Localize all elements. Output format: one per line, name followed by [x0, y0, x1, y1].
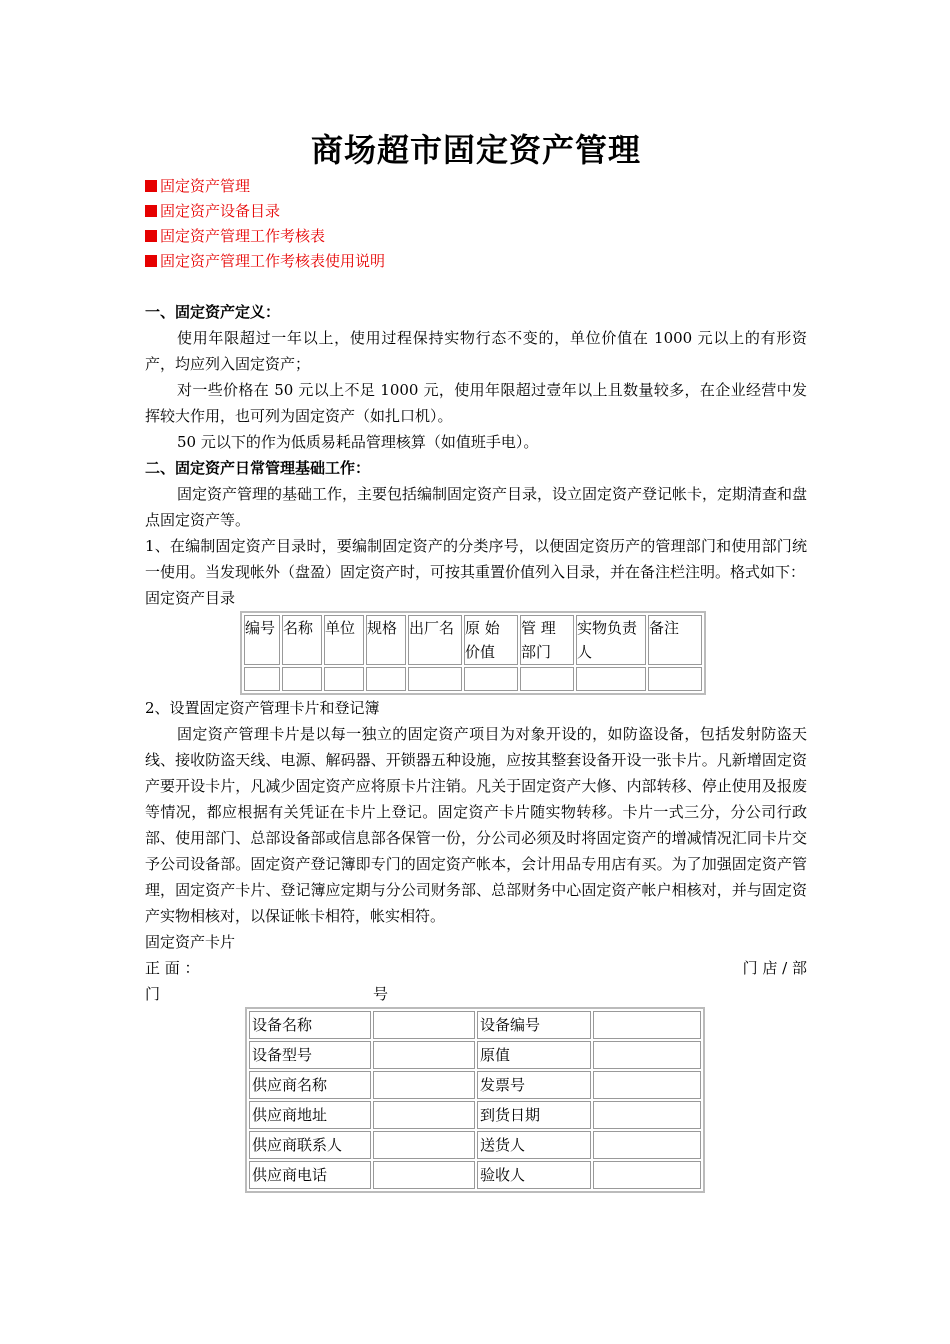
store-label: 门 店 / 部	[742, 959, 807, 977]
card-dept-line	[145, 981, 807, 1007]
table-cell	[366, 667, 406, 691]
dept-label: 门	[145, 985, 161, 1003]
table-cell: 发票号	[477, 1071, 591, 1099]
table-header-cell: 备注	[648, 615, 702, 665]
table-cell	[593, 1011, 701, 1039]
table-cell: 到货日期	[477, 1101, 591, 1129]
square-bullet-icon	[145, 230, 157, 242]
table-row	[249, 1161, 701, 1189]
table-cell	[244, 667, 280, 691]
table-cell	[576, 667, 646, 691]
table-cell	[373, 1101, 475, 1129]
section1-paragraph-3: 50 元以下的作为低质易耗品管理核算（如值班手电）。	[177, 433, 539, 451]
table-header-cell: 名称	[282, 615, 322, 665]
table-cell	[373, 1041, 475, 1069]
section1-paragraph-2: 对一些价格在 50 元以上不足 1000 元，使用年限超过壹年以上且数量较多，在企业经营中发挥较大作用，也可列为固定资产（如扎口机）。	[145, 381, 807, 425]
table-cell	[373, 1161, 475, 1189]
number-label: 号	[373, 985, 389, 1003]
table-header-cell: 实物负责人	[576, 615, 646, 665]
link-list	[145, 174, 385, 274]
square-bullet-icon	[145, 205, 157, 217]
table-header-row	[244, 615, 702, 665]
table-cell: 设备型号	[249, 1041, 371, 1069]
link-asset-catalog[interactable]: 固定资产设备目录	[145, 199, 385, 224]
table-cell: 验收人	[477, 1161, 591, 1189]
section2-heading: 二、固定资产日常管理基础工作：	[145, 459, 371, 477]
section2-paragraph-2: 1、在编制固定资产目录时，要编制固定资产的分类序号，以便固定资历产的管理部门和使用部门统一使用。当发现帐外（盘盈）固定资产时，可按其重置价值列入目录，并在备注栏注明。格式如下：	[145, 537, 807, 581]
table-cell	[593, 1101, 701, 1129]
table-header-cell: 单位	[324, 615, 364, 665]
table-row	[244, 667, 702, 691]
table-cell	[373, 1131, 475, 1159]
catalog-label: 固定资产目录	[145, 589, 236, 607]
table-row	[249, 1011, 701, 1039]
table-cell: 送货人	[477, 1131, 591, 1159]
table-cell	[373, 1071, 475, 1099]
table-cell	[520, 667, 574, 691]
table-cell	[324, 667, 364, 691]
table-header-cell: 管 理 部门	[520, 615, 574, 665]
table-cell	[593, 1071, 701, 1099]
table-cell: 供应商地址	[249, 1101, 371, 1129]
link-asset-management[interactable]: 固定资产管理	[145, 174, 385, 199]
front-label: 正 面 ：	[145, 959, 200, 977]
table-row	[249, 1101, 701, 1129]
table-row	[249, 1041, 701, 1069]
table-row	[249, 1131, 701, 1159]
card-label: 固定资产卡片	[145, 933, 236, 951]
table-cell	[373, 1011, 475, 1039]
square-bullet-icon	[145, 255, 157, 267]
table-header-cell: 出厂名	[408, 615, 462, 665]
table-header-cell: 原 始 价值	[464, 615, 518, 665]
section2-paragraph-1: 固定资产管理的基础工作，主要包括编制固定资产目录，设立固定资产登记帐卡，定期清查和盘点固定资产等。	[145, 485, 808, 529]
square-bullet-icon	[145, 180, 157, 192]
card-front-line	[145, 955, 807, 981]
section1-heading: 一、固定资产定义：	[145, 303, 281, 321]
table-cell	[464, 667, 518, 691]
page-title: 商场超市固定资产管理	[310, 131, 641, 169]
table-cell	[593, 1161, 701, 1189]
table-cell: 供应商名称	[249, 1071, 371, 1099]
table-header-cell: 规格	[366, 615, 406, 665]
table-cell: 设备编号	[477, 1011, 591, 1039]
asset-catalog-table	[240, 611, 706, 695]
section2-paragraph-3: 2、设置固定资产管理卡片和登记簿	[145, 699, 380, 717]
table-cell: 供应商联系人	[249, 1131, 371, 1159]
table-cell	[593, 1041, 701, 1069]
section1-paragraph-1: 使用年限超过一年以上，使用过程保持实物行态不变的，单位价值在 1000 元以上的有形资产，均应列入固定资产；	[145, 329, 807, 373]
table-cell	[648, 667, 702, 691]
table-cell: 原值	[477, 1041, 591, 1069]
table-row	[249, 1071, 701, 1099]
link-assessment-table[interactable]: 固定资产管理工作考核表	[145, 224, 385, 249]
table-cell	[282, 667, 322, 691]
link-assessment-guide[interactable]: 固定资产管理工作考核表使用说明	[145, 249, 385, 274]
document-body	[145, 299, 807, 1193]
table-cell	[408, 667, 462, 691]
asset-card-table	[245, 1007, 705, 1193]
table-cell: 设备名称	[249, 1011, 371, 1039]
section2-paragraph-4: 固定资产管理卡片是以每一独立的固定资产项目为对象开设的，如防盗设备，包括发射防盗天线、接收防盗天线、电源、解码器、开锁器五种设施，应按其整套设备开设一张卡片。凡新增固定资产要开设卡片，凡减少固定资产应将原卡片注销。凡关于固定资产大修、内部转移、停止使用及报废等情况，都应根据有关凭证在卡片上登记。固定资产卡片随实物转移。卡片一式三分，分公司行政部、使用部门、总部设备部或信息部各保管一份，分公司必须及时将固定资产的增减情况汇同卡片交予公司设备部。固定资产登记簿即专门的固定资产帐本，会计用品专用店有买。为了加强固定资产管理，固定资产卡片、登记簿应定期与分公司财务部、总部财务中心固定资产帐户相核对，并与固定资产实物相核对，以保证帐卡相符，帐实相符。	[145, 725, 807, 925]
table-header-cell: 编号	[244, 615, 280, 665]
table-cell: 供应商电话	[249, 1161, 371, 1189]
table-cell	[593, 1131, 701, 1159]
